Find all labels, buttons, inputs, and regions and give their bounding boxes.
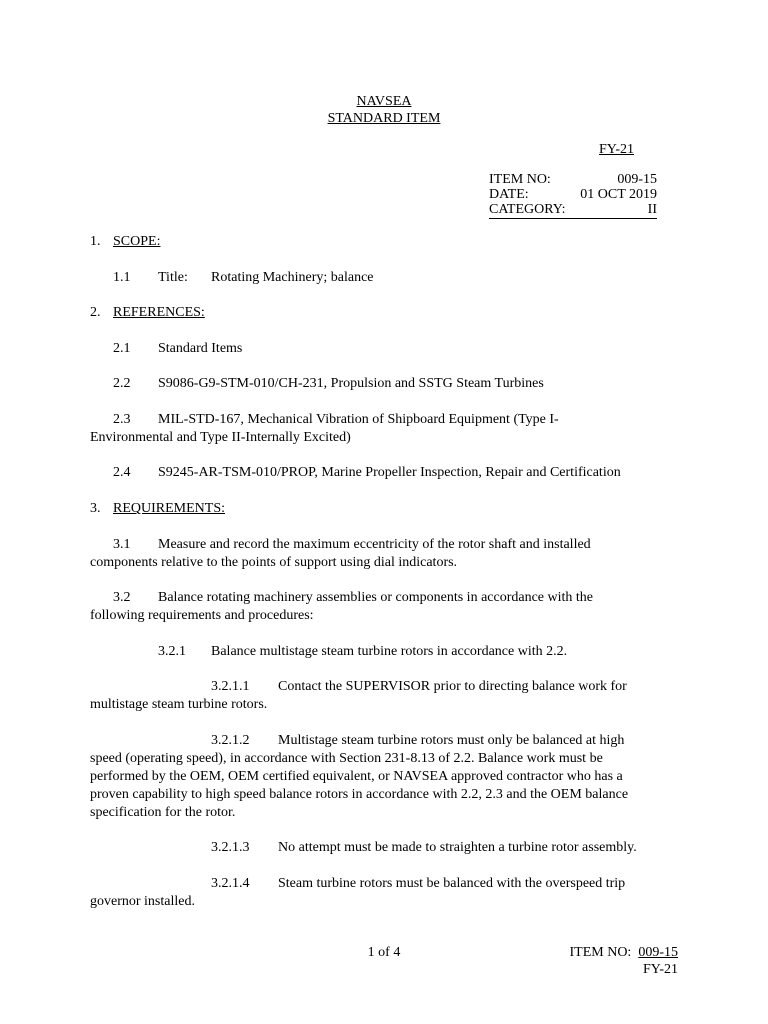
section-3-title: REQUIREMENTS: <box>113 501 225 516</box>
footer-item-no <box>570 944 679 962</box>
meta-date-value: 01 OCT 2019 <box>580 187 657 202</box>
header-doc-type: STANDARD ITEM <box>327 111 441 126</box>
meta-date-label: DATE: <box>489 187 529 202</box>
section-1-number: 1. <box>90 234 101 249</box>
section-3-number: 3. <box>90 501 101 516</box>
header-fy: FY-21 <box>598 142 634 157</box>
req-3-1-text-1: Measure and record the maximum eccentricity of the rotor shaft and installed <box>158 537 591 552</box>
req-3-2-1-2-line1 <box>211 732 624 750</box>
section-2-heading <box>90 304 205 322</box>
req-3-2-1-2-text-3: performed by the OEM, OEM certified equivalent, or NAVSEA approved contractor who has a <box>90 769 623 784</box>
req-3-1-line1 <box>113 536 591 554</box>
section-2-title: REFERENCES: <box>113 305 205 320</box>
meta-category-value: II <box>647 202 657 217</box>
ref-2-3-number: 2.3 <box>113 412 131 427</box>
ref-2-3-text-2: Environmental and Type II-Internally Excited) <box>90 430 351 445</box>
item-1-1-number: 1.1 <box>113 270 131 285</box>
req-3-2-1-4-text-1: Steam turbine rotors must be balanced with the overspeed trip <box>278 876 626 891</box>
ref-2-4-number: 2.4 <box>113 465 131 480</box>
ref-2-1 <box>113 340 242 358</box>
ref-2-2-text: S9086-G9-STM-010/CH-231, Propulsion and SSTG Steam Turbines <box>158 376 544 391</box>
item-1-1-label: Title: <box>158 270 188 285</box>
req-3-2-line1 <box>113 589 593 607</box>
item-1-1 <box>113 269 374 287</box>
req-3-2-1-text: Balance multistage steam turbine rotors in accordance with 2.2. <box>211 644 568 659</box>
footer-item-no-value: 009-15 <box>638 945 678 960</box>
section-2-number: 2. <box>90 305 101 320</box>
req-3-2-1-1-text-1: Contact the SUPERVISOR prior to directing balance work for <box>278 679 627 694</box>
req-3-2-1-2-number: 3.2.1.2 <box>211 733 250 748</box>
header-org: NAVSEA <box>356 94 412 109</box>
ref-2-4 <box>113 464 621 482</box>
meta-item-no-value: 009-15 <box>617 172 657 187</box>
req-3-2-1-2-text-1: Multistage steam turbine rotors must only be balanced at high <box>278 733 625 748</box>
req-3-2-1-1-text-2: multistage steam turbine rotors. <box>90 697 268 712</box>
req-3-2-1-4-text-2: governor installed. <box>90 894 195 909</box>
req-3-2-text-1: Balance rotating machinery assemblies or components in accordance with the <box>158 590 594 605</box>
req-3-2-1-number: 3.2.1 <box>158 644 186 659</box>
ref-2-1-number: 2.1 <box>113 341 131 356</box>
ref-2-2-number: 2.2 <box>113 376 131 391</box>
footer-item-no-label: ITEM NO: <box>569 945 632 960</box>
ref-2-1-text: Standard Items <box>158 341 243 356</box>
req-3-2-1-2-text-5: specification for the rotor. <box>90 805 236 820</box>
meta-category <box>489 201 657 219</box>
req-3-2-1-2-text-2: speed (operating speed), in accordance with Section 231-8.13 of 2.2. Balance work must be <box>90 751 603 766</box>
req-3-2-1-3-text: No attempt must be made to straighten a turbine rotor assembly. <box>278 840 637 855</box>
ref-2-3-text-1: MIL-STD-167, Mechanical Vibration of Shipboard Equipment (Type I- <box>158 412 559 427</box>
item-1-1-text: Rotating Machinery; balance <box>211 270 374 285</box>
req-3-2-1-4-number: 3.2.1.4 <box>211 876 250 891</box>
req-3-2-number: 3.2 <box>113 590 131 605</box>
req-3-2-1-1-number: 3.2.1.1 <box>211 679 250 694</box>
section-1-title: SCOPE: <box>113 234 161 249</box>
footer-page-number: 1 of 4 <box>367 945 401 960</box>
ref-2-2 <box>113 375 544 393</box>
req-3-2-text-2: following requirements and procedures: <box>90 608 314 623</box>
ref-2-3-line1 <box>113 411 559 429</box>
req-3-2-1-4-line1 <box>211 875 625 893</box>
req-3-1-text-2: components relative to the points of support using dial indicators. <box>90 555 458 570</box>
section-1-heading <box>90 233 160 251</box>
footer-fy: FY-21 <box>642 962 678 977</box>
req-3-2-1-3 <box>211 839 637 857</box>
req-3-2-1-1-line1 <box>211 678 627 696</box>
section-3-heading <box>90 500 225 518</box>
req-3-2-1-2-text-4: proven capability to high speed balance rotors in accordance with 2.2, 2.3 and the OEM balance <box>90 787 629 802</box>
meta-item-no-label: ITEM NO: <box>489 172 551 187</box>
ref-2-4-text: S9245-AR-TSM-010/PROP, Marine Propeller Inspection, Repair and Certification <box>158 465 621 480</box>
req-3-1-number: 3.1 <box>113 537 131 552</box>
meta-category-label: CATEGORY: <box>489 202 566 217</box>
req-3-2-1-3-number: 3.2.1.3 <box>211 840 250 855</box>
req-3-2-1 <box>158 643 567 661</box>
